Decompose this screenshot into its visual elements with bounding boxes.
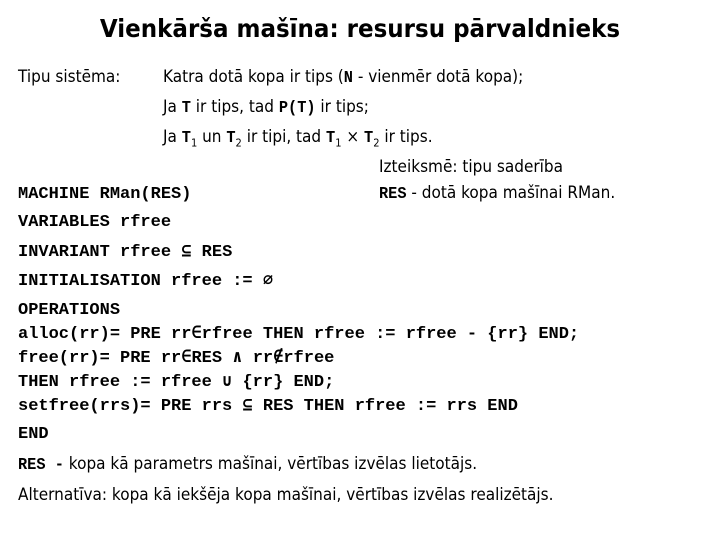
code-end: END [18,425,49,444]
type-rule-3: Ja $T_1$ un $T_2$ ir tipi, tad $T_1 \times T_2$ ir tips. [163,127,433,150]
note-res-parameter: RES - kopa kā parametrs mašīnai, vērtības izvēlas lietotājs. [18,454,478,475]
type-rule-2: Ja T ir tips, tad P(T) ir tips; [163,97,369,118]
code-alloc: alloc(rr)= PRE rr∈rfree THEN rfree := rfree - {rr} END; [18,325,580,344]
type-rule-1: Katra dotā kopa ir tips (N - vienmēr dotā kopa); [163,67,524,88]
code-free-pre: free(rr)= PRE rr∈RES ∧ rr∉rfree [18,349,335,368]
code-free-then: THEN rfree := rfree ∪ {rr} END; [18,373,335,392]
annotation-res-definition: RES - dotā kopa mašīnai RMan. [379,183,616,204]
annotation-type-compatibility: Izteiksmē: tipu saderība [379,157,564,177]
code-setfree: setfree(rrs)= PRE rrs ⊆ RES THEN rfree := rrs END [18,397,518,416]
code-variables: VARIABLES rfree [18,213,172,232]
type-system-label: Tipu sistēma: [18,67,121,87]
code-invariant: INVARIANT rfree ⊆ RES [18,243,233,262]
note-alternative: Alternatīva: kopa kā iekšēja kopa mašīnai, vērtības izvēlas realizētājs. [18,485,554,505]
code-machine: MACHINE RMan(RES) [18,185,192,204]
code-operations: OPERATIONS [18,301,121,320]
slide-title: Vienkārša mašīna: resursu pārvaldnieks [99,14,621,43]
code-initialisation: INITIALISATION rfree := ∅ [18,272,274,291]
